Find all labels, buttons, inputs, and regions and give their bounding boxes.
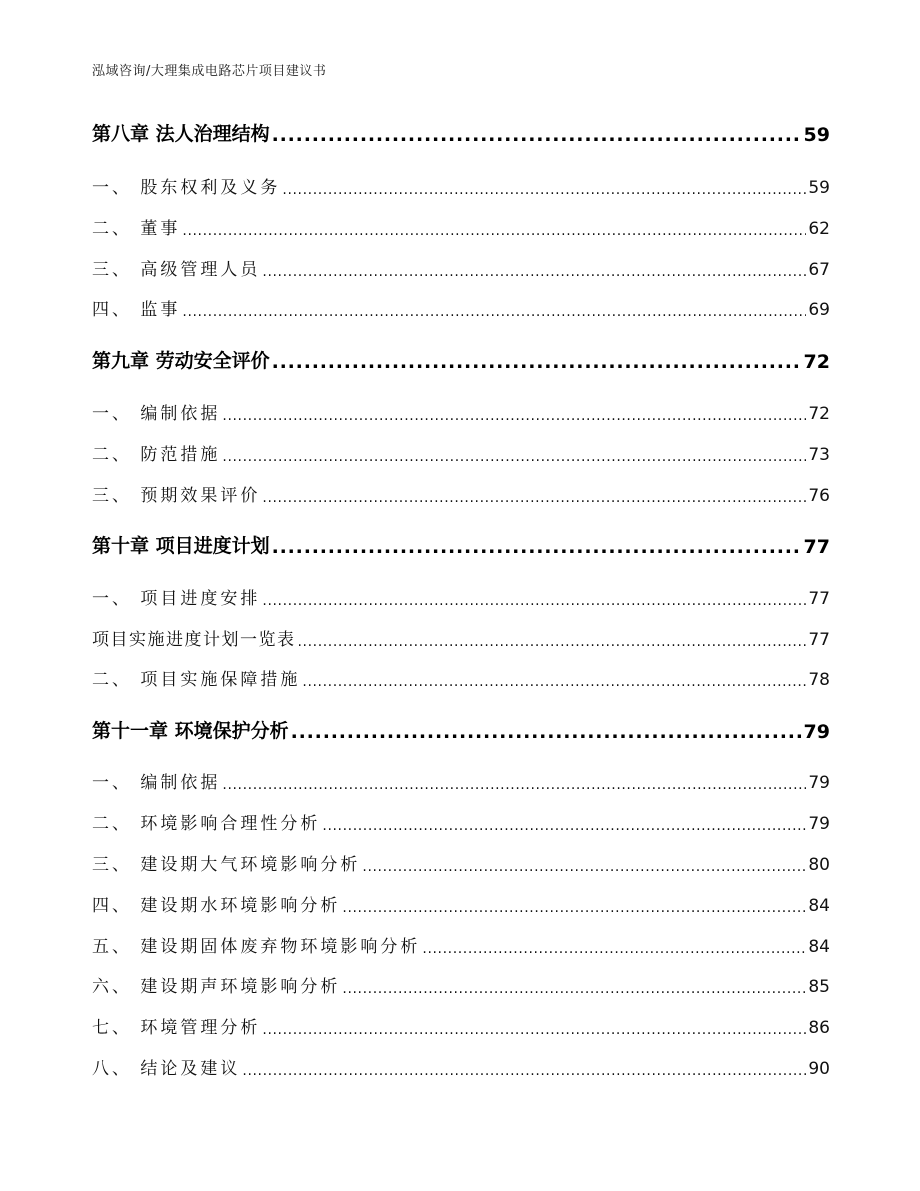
toc-entry-title: 五、 建设期固体废弃物环境影响分析 — [92, 937, 421, 957]
dot-leader — [222, 776, 806, 793]
toc-entry-title: 六、 建设期声环境影响分析 — [92, 977, 341, 997]
toc-section[interactable] — [92, 628, 830, 650]
toc-section[interactable] — [92, 935, 830, 957]
toc-chapter-9[interactable] — [92, 349, 830, 373]
toc-entry-title: 八、 结论及建议 — [92, 1059, 241, 1079]
toc-entry-page: 78 — [808, 670, 830, 690]
dot-leader — [362, 858, 806, 875]
toc-entry-title: 二、 项目实施保障措施 — [92, 670, 301, 690]
dot-leader — [222, 407, 806, 424]
toc-entry-page: 85 — [808, 977, 830, 997]
table-of-contents — [92, 0, 830, 1191]
toc-entry-title: 一、 股东权利及义务 — [92, 178, 281, 198]
toc-entry-page: 76 — [808, 486, 830, 506]
toc-section[interactable] — [92, 894, 830, 916]
dot-leader — [298, 633, 807, 650]
dot-leader — [282, 181, 806, 198]
dot-leader — [272, 539, 802, 558]
toc-entry-page: 72 — [808, 404, 830, 424]
toc-entry-title: 第九章 劳动安全评价 — [92, 350, 270, 372]
toc-chapter-8[interactable] — [92, 122, 830, 146]
dot-leader — [272, 127, 802, 146]
toc-entry-title: 三、 高级管理人员 — [92, 260, 261, 280]
running-header: 泓域咨询/大理集成电路芯片项目建议书 — [92, 64, 327, 79]
toc-section[interactable] — [92, 587, 830, 609]
toc-entry-title: 三、 建设期大气环境影响分析 — [92, 855, 361, 875]
toc-entry-title: 三、 预期效果评价 — [92, 486, 261, 506]
toc-entry-title: 四、 监事 — [92, 300, 181, 320]
toc-entry-page: 67 — [808, 260, 830, 280]
toc-entry-page: 59 — [803, 124, 830, 146]
toc-section[interactable] — [92, 1016, 830, 1038]
dot-leader — [272, 354, 802, 373]
toc-section[interactable] — [92, 668, 830, 690]
dot-leader — [322, 817, 806, 834]
dot-leader — [262, 263, 806, 280]
dot-leader — [262, 592, 806, 609]
dot-leader — [422, 940, 806, 957]
toc-section[interactable] — [92, 258, 830, 280]
toc-entry-page: 86 — [808, 1018, 830, 1038]
toc-entry-title: 一、 项目进度安排 — [92, 589, 261, 609]
toc-entry-page: 72 — [803, 351, 830, 373]
toc-chapter-10[interactable] — [92, 534, 830, 558]
toc-entry-title: 项目实施进度计划一览表 — [92, 630, 296, 650]
toc-entry-title: 第八章 法人治理结构 — [92, 123, 270, 145]
toc-entry-title: 七、 环境管理分析 — [92, 1018, 261, 1038]
toc-section[interactable] — [92, 176, 830, 198]
toc-entry-page: 77 — [808, 630, 830, 650]
dot-leader — [291, 724, 802, 743]
dot-leader — [342, 980, 806, 997]
toc-entry-title: 二、 防范措施 — [92, 445, 221, 465]
toc-section[interactable] — [92, 217, 830, 239]
toc-entry-title: 二、 环境影响合理性分析 — [92, 814, 321, 834]
toc-section[interactable] — [92, 298, 830, 320]
toc-entry-page: 79 — [808, 773, 830, 793]
toc-entry-page: 79 — [808, 814, 830, 834]
toc-entry-title: 第十一章 环境保护分析 — [92, 720, 289, 742]
dot-leader — [222, 448, 806, 465]
toc-section[interactable] — [92, 443, 830, 465]
toc-entry-page: 73 — [808, 445, 830, 465]
toc-entry-page: 77 — [803, 536, 830, 558]
dot-leader — [342, 899, 806, 916]
toc-entry-page: 77 — [808, 589, 830, 609]
dot-leader — [302, 673, 806, 690]
toc-entry-page: 90 — [808, 1059, 830, 1079]
dot-leader — [182, 222, 806, 239]
toc-entry-page: 69 — [808, 300, 830, 320]
toc-entry-page: 84 — [808, 937, 830, 957]
toc-section[interactable] — [92, 1057, 830, 1079]
toc-entry-title: 四、 建设期水环境影响分析 — [92, 896, 341, 916]
toc-section[interactable] — [92, 771, 830, 793]
toc-entry-page: 62 — [808, 219, 830, 239]
toc-chapter-11[interactable] — [92, 719, 830, 743]
toc-section[interactable] — [92, 484, 830, 506]
toc-entry-page: 59 — [808, 178, 830, 198]
toc-entry-title: 一、 编制依据 — [92, 404, 221, 424]
toc-entry-title: 第十章 项目进度计划 — [92, 535, 270, 557]
toc-entry-page: 79 — [803, 721, 830, 743]
dot-leader — [262, 489, 806, 506]
toc-entry-title: 二、 董事 — [92, 219, 181, 239]
toc-entry-page: 80 — [808, 855, 830, 875]
toc-section[interactable] — [92, 812, 830, 834]
dot-leader — [242, 1062, 806, 1079]
dot-leader — [182, 303, 806, 320]
toc-section[interactable] — [92, 402, 830, 424]
toc-section[interactable] — [92, 975, 830, 997]
toc-entry-page: 84 — [808, 896, 830, 916]
toc-section[interactable] — [92, 853, 830, 875]
dot-leader — [262, 1021, 806, 1038]
toc-entry-title: 一、 编制依据 — [92, 773, 221, 793]
